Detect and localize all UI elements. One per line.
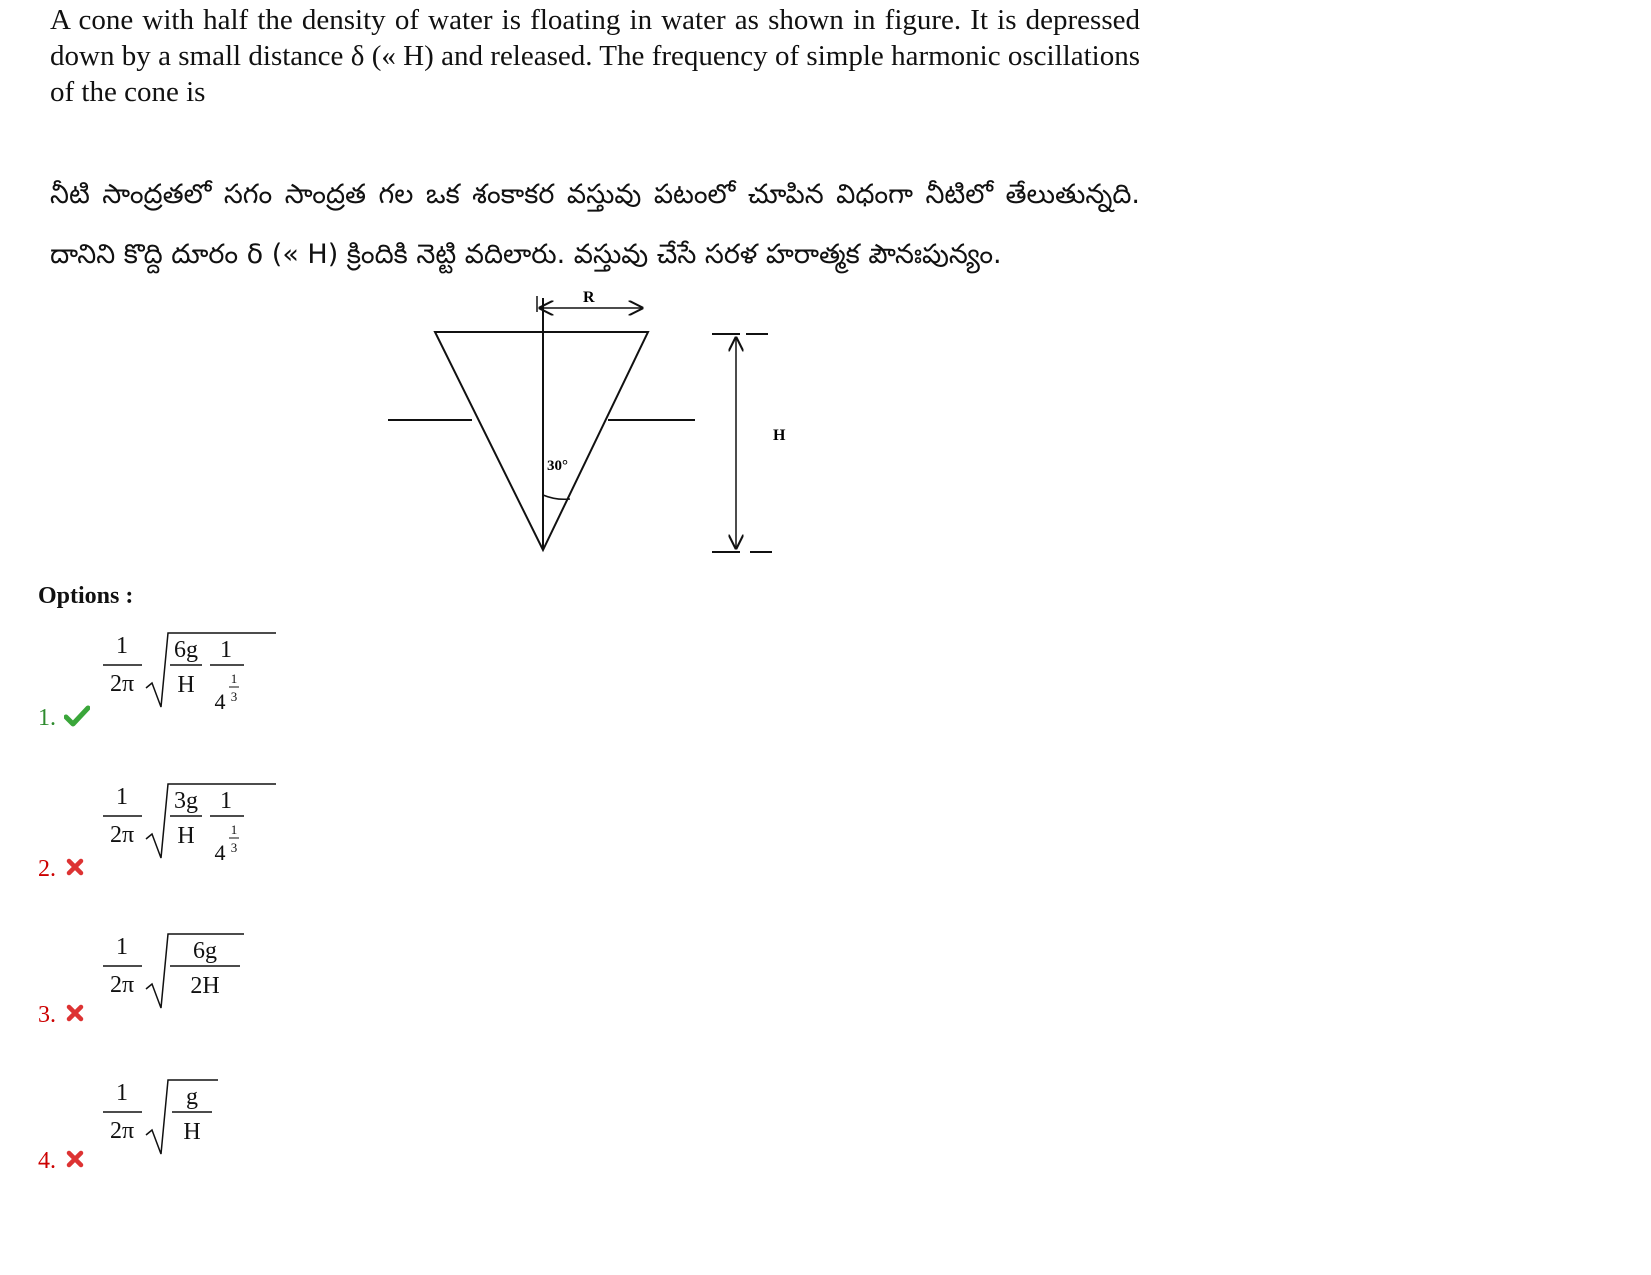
svg-text:1: 1: [116, 633, 128, 659]
svg-text:1: 1: [220, 637, 232, 663]
svg-text:1: 1: [116, 784, 128, 810]
svg-text:1: 1: [116, 1080, 128, 1106]
svg-text:H: H: [177, 672, 195, 698]
options-heading: Options :: [38, 583, 134, 609]
svg-text:1: 1: [230, 671, 238, 686]
svg-text:1: 1: [230, 822, 238, 837]
svg-text:H: H: [177, 823, 195, 849]
svg-text:H: H: [183, 1119, 201, 1145]
question-text-telugu: నీటి సాంద్రతలో సగం సాంద్రత గల ఒక శంకాకర వస్తువు పటంలో చూపిన విధంగా నీటిలో తేలుతున్నది. దానిని కొద్ది దూరం δ (« H) క్రిందికి నెట్టి వదిలారు. వస్తువు చేసే సరళ హరాత్మక పౌనఃపున్యం.: [50, 179, 1140, 270]
cross-icon: [66, 858, 84, 876]
cross-icon: [66, 1150, 84, 1168]
option-formula: [98, 625, 278, 725]
cone-outline: [435, 332, 648, 550]
height-label: H: [773, 427, 786, 444]
question-text-english: A cone with half the density of water is floating in water as shown in figure. It is depressed down by a small distance δ (« H) and released. The frequency of simple harmonic oscillations of the cone is: [50, 4, 1140, 108]
svg-text:1: 1: [116, 934, 128, 960]
svg-text:2H: 2H: [190, 973, 220, 999]
svg-text:2π: 2π: [109, 671, 135, 697]
radius-label: R: [583, 290, 595, 306]
svg-text:6g: 6g: [174, 637, 198, 663]
svg-text:3: 3: [230, 840, 238, 855]
angle-arc: [543, 495, 570, 499]
option-number: 1.: [38, 705, 56, 731]
svg-text:g: g: [186, 1084, 198, 1110]
svg-text:2π: 2π: [109, 822, 135, 848]
svg-text:4: 4: [214, 840, 226, 865]
option-number: 4.: [38, 1148, 56, 1174]
svg-text:6g: 6g: [193, 938, 217, 964]
svg-text:2π: 2π: [109, 972, 135, 998]
check-icon: [64, 705, 90, 727]
svg-text:1: 1: [220, 788, 232, 814]
svg-text:4: 4: [214, 689, 226, 714]
option-number: 3.: [38, 1002, 56, 1028]
option-formula: [98, 926, 278, 1026]
cross-icon: [66, 1004, 84, 1022]
option-number: 2.: [38, 856, 56, 882]
option-formula: [98, 1072, 278, 1172]
cone-figure: [380, 290, 800, 560]
svg-text:2π: 2π: [109, 1118, 135, 1144]
svg-text:3: 3: [230, 689, 238, 704]
option-formula: [98, 776, 278, 876]
svg-text:3g: 3g: [174, 788, 198, 814]
angle-label: 30°: [547, 458, 568, 474]
